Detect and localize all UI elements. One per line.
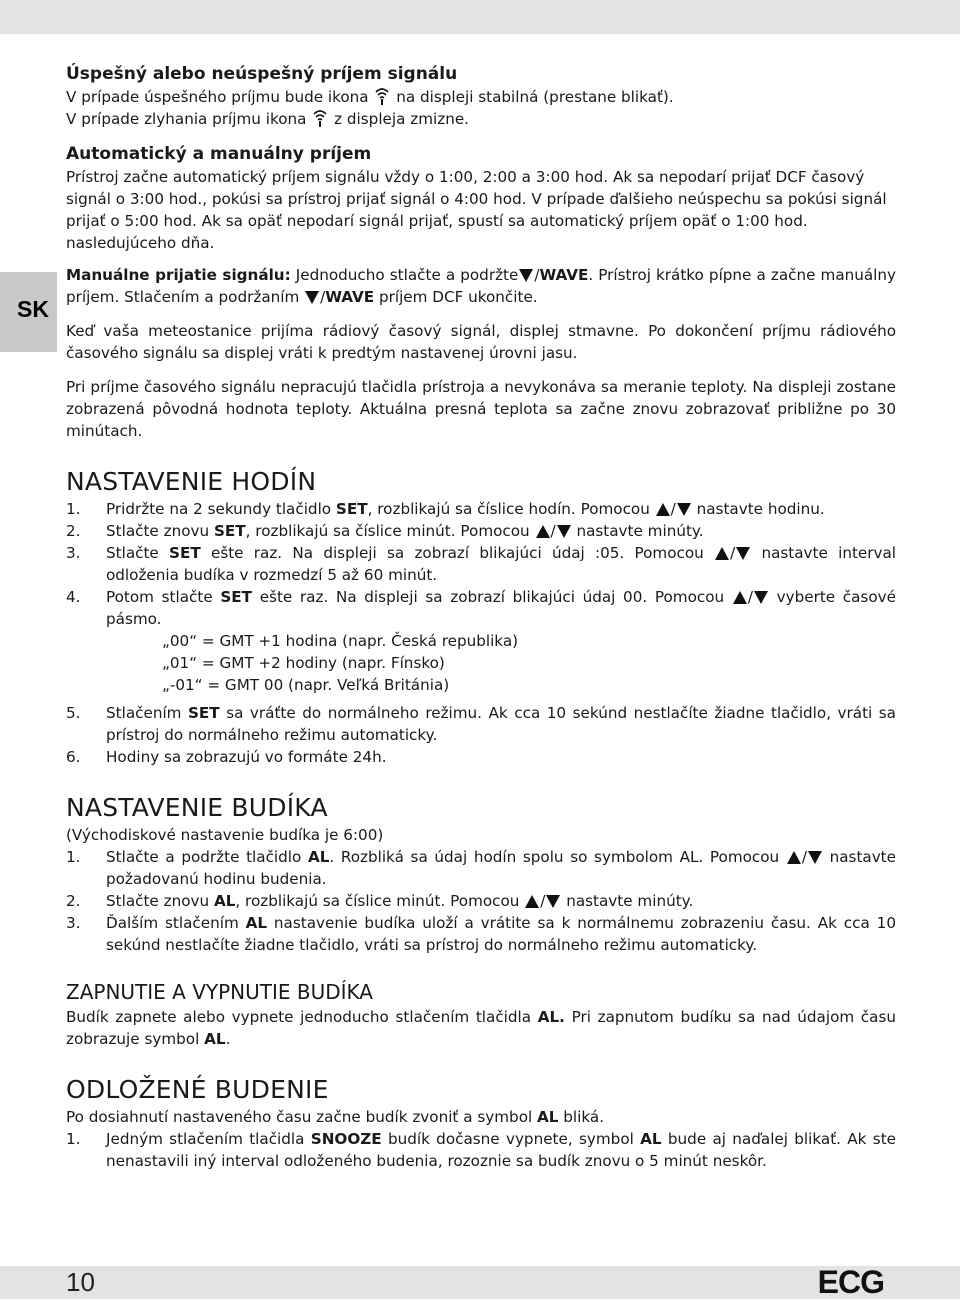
up-arrow-icon: [525, 895, 539, 908]
down-arrow-icon: [808, 851, 822, 864]
timezone-option: „-01“ = GMT 00 (napr. Veľká Británia): [162, 676, 450, 694]
down-arrow-icon: [305, 291, 319, 304]
up-arrow-icon: [715, 547, 729, 560]
down-arrow-icon: [754, 591, 768, 604]
signal-failure-line: V prípade zlyhania príjmu ikona z displeja zmizne.: [66, 110, 469, 128]
page-number: 10: [66, 1267, 95, 1297]
signal-success-line: V prípade úspešného príjmu bude ikona na displeji stabilná (prestane blikať).: [66, 88, 674, 106]
list-item: 4. Potom stlačte SET ešte raz. Na displeji sa zobrazí blikajúci údaj 00. Pomocou / vyberte časové pásmo.: [66, 588, 896, 628]
down-arrow-icon: [736, 547, 750, 560]
snooze-paragraph: Po dosiahnutí nastaveného času začne budík zvoniť a symbol AL bliká.: [66, 1108, 605, 1126]
down-arrow-icon: [557, 525, 571, 538]
brand-logo: ECG: [817, 1264, 884, 1300]
list-item: 2. Stlačte znovu SET, rozblikajú sa číslice minút. Pomocou / nastavte minúty.: [66, 522, 704, 540]
alarm-default-note: (Východiskové nastavenie budíka je 6:00): [66, 826, 384, 844]
up-arrow-icon: [787, 851, 801, 864]
reception-paragraph: Prístroj začne automatický príjem signálu vždy o 1:00, 2:00 a 3:00 hod. Ak sa nepodarí prijať DCF časový signál o 3:00 hod., pokúsi sa prístroj prijať signál o 4:00 hod. V prípade ďalšieho neúspechu sa pokúsi signál prijať o 5:00 hod. Ak sa opäť nepodarí signál prijať, spustí sa automatický príjem opäť o 1:00 hod. nasledujúceho dňa.: [66, 168, 887, 252]
alarm-setting-heading: NASTAVENIE BUDÍKA: [66, 793, 328, 822]
section-title-signal: Úspešný alebo neúspešný príjem signálu: [66, 64, 458, 84]
manual-content: [66, 62, 896, 1172]
snooze-heading: ODLOŽENÉ BUDENIE: [66, 1075, 329, 1104]
signal-icon: [313, 109, 327, 127]
list-item: 5. Stlačením SET sa vráťte do normálneho režimu. Ak cca 10 sekúnd nestlačíte žiadne tlačidlo, vráti sa prístroj do normálneho režimu automaticky.: [66, 704, 896, 744]
up-arrow-icon: [656, 503, 670, 516]
timezone-option: „01“ = GMT +2 hodiny (napr. Fínsko): [162, 654, 445, 672]
alarm-toggle-heading: ZAPNUTIE A VYPNUTIE BUDÍKA: [66, 980, 373, 1004]
clock-setting-heading: NASTAVENIE HODÍN: [66, 467, 317, 496]
down-arrow-icon: [519, 269, 533, 282]
display-dim-paragraph: Keď vaša meteostanice prijíma rádiový časový signál, displej stmavne. Po dokončení príjmu rádiového časového signálu sa displej vráti k predtým nastavenej úrovni jasu.: [66, 322, 896, 362]
timezone-option: „00“ = GMT +1 hodina (napr. Česká republika): [162, 632, 519, 650]
buttons-inactive-paragraph: Pri príjme časového signálu nepracujú tlačidla prístroja a nevykonáva sa meranie teploty. Na displeji zostane zobrazená pôvodná hodnota teploty. Aktuálna presná teplota sa začne znovu zobrazovať približne po 30 minútach.: [66, 378, 896, 440]
section-title-reception: Automatický a manuálny príjem: [66, 144, 372, 164]
list-item: 2. Stlačte znovu AL, rozblikajú sa číslice minút. Pomocou / nastavte minúty.: [66, 892, 694, 910]
list-item: 3. Stlačte SET ešte raz. Na displeji sa zobrazí blikajúci údaj :05. Pomocou / nastavte interval odloženia budíka v rozmedzí 5 až 60 minút.: [66, 544, 896, 584]
list-item: 1. Jedným stlačením tlačidla SNOOZE budík dočasne vypnete, symbol AL bude aj naďalej blikať. Ak ste nenastavili iný interval odloženého budenia, rozoznie sa budík znovu o 5 minút neskôr.: [66, 1130, 897, 1170]
list-item: 1. Stlačte a podržte tlačidlo AL. Rozbliká sa údaj hodín spolu so symbolom AL. Pomocou / nastavte požadovanú hodinu budenia.: [66, 848, 896, 888]
down-arrow-icon: [546, 895, 560, 908]
list-item: 1. Pridržte na 2 sekundy tlačidlo SET, rozblikajú sa číslice hodín. Pomocou / nastavte hodinu.: [66, 500, 825, 518]
language-label: SK: [17, 296, 49, 322]
list-item: 6. Hodiny sa zobrazujú vo formáte 24h.: [66, 748, 387, 766]
up-arrow-icon: [733, 591, 747, 604]
alarm-toggle-paragraph: Budík zapnete alebo vypnete jednoducho stlačením tlačidla AL. Pri zapnutom budíku sa nad údajom času zobrazuje symbol AL.: [66, 1008, 896, 1048]
footer-bar: [0, 1266, 960, 1299]
header-bar: [0, 0, 960, 34]
up-arrow-icon: [536, 525, 550, 538]
down-arrow-icon: [677, 503, 691, 516]
list-item: 3. Ďalším stlačením AL nastavenie budíka uloží a vrátite sa k normálnemu zobrazeniu času. Ak cca 10 sekúnd nestlačíte žiadne tlačidlo, vráti sa prístroj do normálneho režimu automaticky.: [66, 914, 897, 954]
manual-reception-paragraph: Manuálne prijatie signálu: Jednoducho stlačte a podržte /WAVE. Prístroj krátko pípne a začne manuálny príjem. Stlačením a podržaním /WAVE príjem DCF ukončite.: [66, 266, 897, 306]
signal-icon: [375, 87, 389, 105]
